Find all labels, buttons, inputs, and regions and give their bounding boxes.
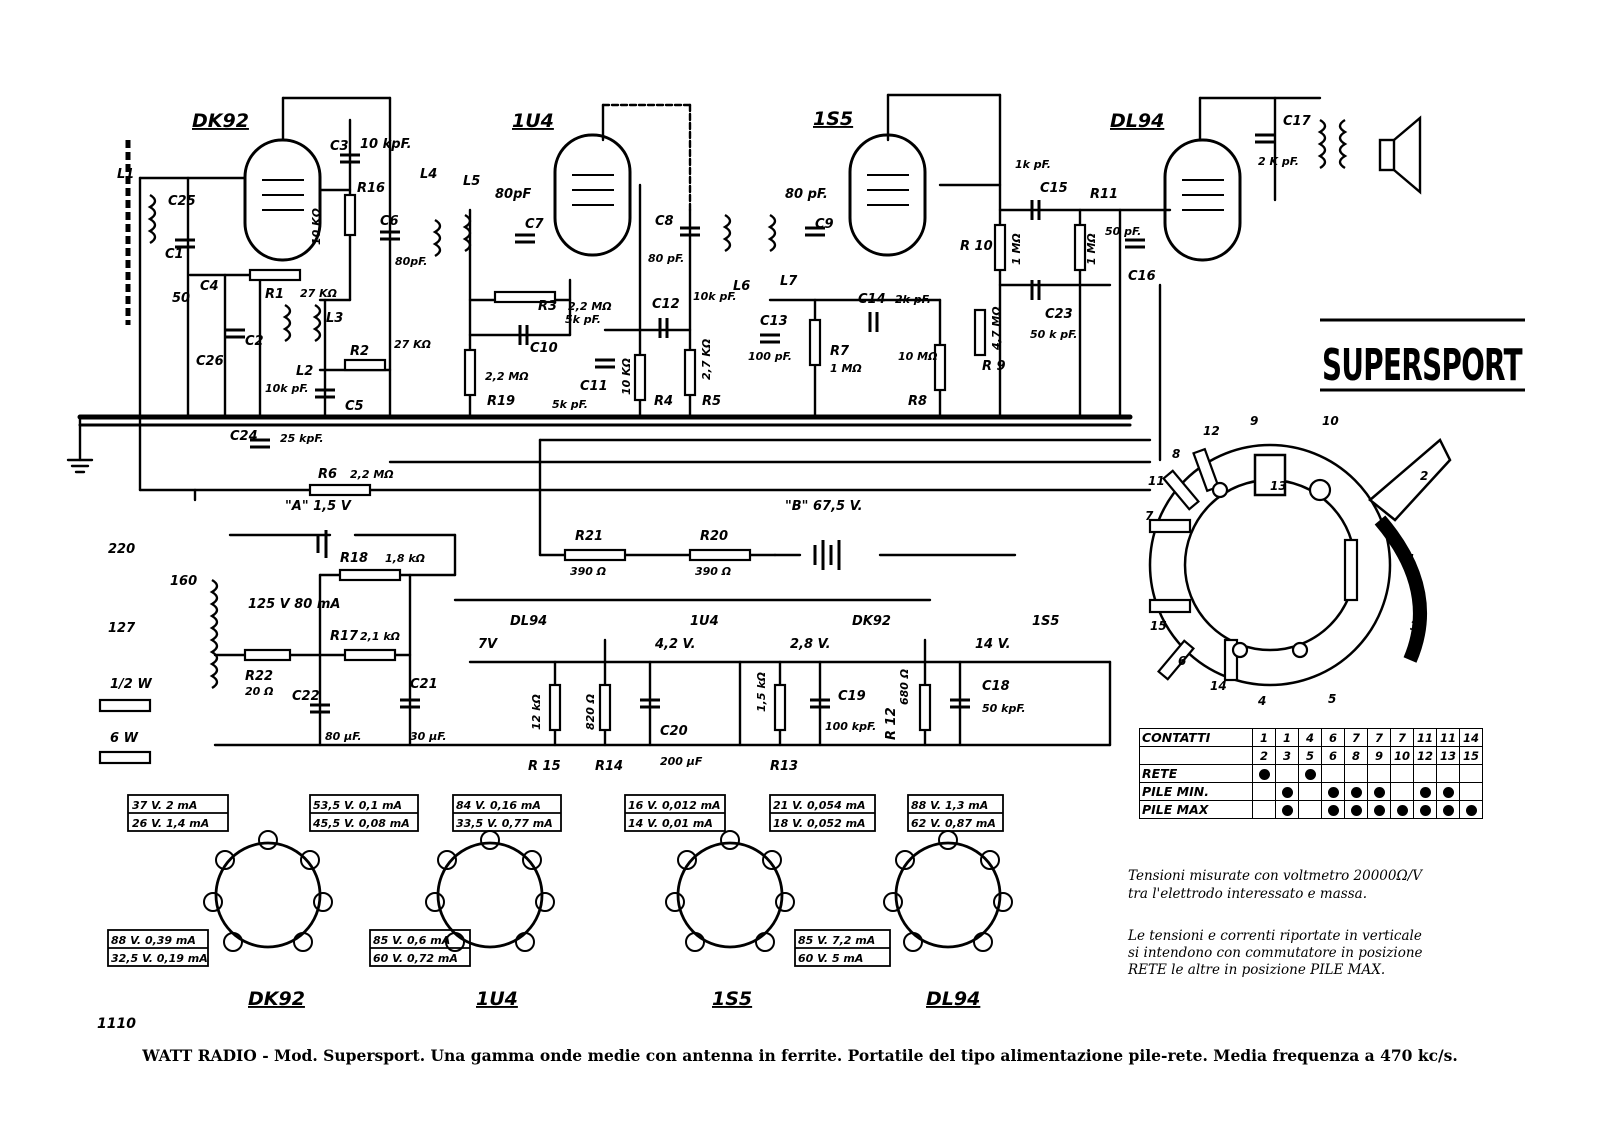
label-c14: C14: [858, 292, 886, 307]
label-c6-val: 80pF.: [395, 255, 428, 268]
label-r6-val: 2,2 MΩ: [350, 468, 394, 481]
label-c16: C16: [1128, 269, 1156, 284]
label-c2: C2: [245, 334, 264, 349]
label-c19: C19: [838, 689, 866, 704]
label-c24: C24: [230, 429, 258, 444]
label-r5-val: 2,7 KΩ: [700, 338, 713, 380]
svg-text:14 V. 0,01 mA: 14 V. 0,01 mA: [628, 817, 713, 830]
label-r16: R16: [357, 181, 386, 196]
row-label-rete: RETE: [1140, 765, 1253, 783]
svg-text:3: 3: [1410, 619, 1419, 633]
label-trafo: 125 V 80 mA: [248, 597, 341, 612]
label-c10: C10: [530, 341, 558, 356]
label-c20: C20: [660, 724, 688, 739]
table-header: CONTATTI: [1140, 729, 1253, 747]
svg-text:2: 2: [1420, 469, 1429, 483]
figure-caption: WATT RADIO - Mod. Supersport. Una gamma onde medie con antenna in ferrite. Portatile del tipo alimentazione pile-rete. Media frequenza a 470 kc/s.: [142, 1046, 1458, 1065]
label-c12: C12: [652, 297, 680, 312]
label-c18-val: 50 kpF.: [982, 702, 1026, 715]
label-r4: R4: [654, 394, 674, 409]
label-r15: R 15: [528, 759, 561, 774]
label-r4-val: 10 KΩ: [620, 357, 633, 395]
label-c25: C25: [168, 194, 196, 209]
contact-dot: [1443, 805, 1454, 816]
svg-text:60 V. 0,72 mA: 60 V. 0,72 mA: [373, 952, 458, 965]
label-c17: C17: [1283, 114, 1311, 129]
switch-contacts-table: CONTATTI 1 1 4 6 7 7 7 11 11 14 2 3 5 6 8 9 10 12 13 15 RETE PILE MIN. PILE MAX: [1139, 728, 1483, 819]
label-c7: C7: [525, 217, 544, 232]
contact-dot: [1374, 805, 1385, 816]
label-c10-val: 5k pF.: [565, 313, 601, 326]
label-1s5: 1S5: [813, 108, 854, 130]
svg-text:1: 1: [1407, 552, 1416, 566]
label-1u4: 1U4: [512, 110, 554, 132]
svg-text:4: 4: [1258, 694, 1267, 708]
wafer-switch: [1150, 440, 1450, 685]
label-c1-val: 50: [172, 291, 191, 306]
svg-text:26 V. 1,4 mA: 26 V. 1,4 mA: [132, 817, 210, 830]
label-220: 220: [108, 542, 136, 557]
svg-text:18 V. 0,052 mA: 18 V. 0,052 mA: [773, 817, 866, 830]
contact-dot: [1351, 787, 1362, 798]
svg-text:7: 7: [1145, 509, 1154, 523]
label-r11-val: 1 MΩ: [1085, 233, 1098, 265]
label-c22: C22: [292, 689, 320, 704]
label-r8: R8: [908, 394, 928, 409]
label-r14: R14: [595, 759, 624, 774]
contact-dot: [1443, 787, 1454, 798]
svg-text:85 V. 7,2 mA: 85 V. 7,2 mA: [798, 934, 876, 947]
svg-text:12: 12: [1203, 424, 1220, 438]
label-c5: C5: [345, 399, 364, 414]
label-l1: L1: [117, 167, 135, 182]
label-r14-val: 820 Ω: [584, 693, 597, 730]
label-r22: R22: [245, 669, 274, 684]
row-label-pile-max: PILE MAX: [1140, 801, 1253, 819]
socket-label-dl94: DL94: [926, 988, 981, 1010]
brand-supersport: SUPERSPORT: [1322, 340, 1523, 391]
svg-text:6: 6: [1178, 654, 1187, 668]
svg-text:37 V. 2 mA: 37 V. 2 mA: [132, 799, 198, 812]
svg-text:45,5 V. 0,08 mA: 45,5 V. 0,08 mA: [313, 817, 410, 830]
svg-text:9: 9: [1250, 414, 1259, 428]
label-a-battery: "A" 1,5 V: [285, 499, 351, 514]
label-dl94: DL94: [1110, 110, 1165, 132]
svg-text:RETE le altre in posizione PIL: RETE le altre in posizione PILE MAX.: [1128, 962, 1386, 978]
label-c15-val: 1k pF.: [1015, 158, 1051, 171]
label-c16-val: 50 pF.: [1105, 225, 1142, 238]
tube-dk92-symbol: [245, 140, 320, 260]
svg-text:62 V. 0,87 mA: 62 V. 0,87 mA: [911, 817, 996, 830]
label-l5: L5: [463, 174, 481, 189]
label-c5-val: 10k pF.: [265, 382, 309, 395]
label-r10-val: 1 MΩ: [1010, 233, 1023, 265]
label-c21: C21: [410, 677, 438, 692]
label-r12: R 12: [884, 707, 899, 740]
label-c20-val: 200 µF: [660, 755, 703, 768]
label-r13-val: 1,5 kΩ: [755, 672, 768, 712]
label-c13-val: 100 pF.: [748, 350, 792, 363]
label-c9-val: 80 pF.: [785, 187, 828, 202]
label-l6: L6: [733, 279, 751, 294]
label-1u4-heater: 1U4: [690, 614, 719, 629]
table-row: [1140, 801, 1483, 819]
label-1s5-heater: 1S5: [1032, 614, 1060, 629]
label-c7-val: 80pF: [495, 187, 532, 202]
label-r20: R20: [700, 529, 729, 544]
page-number: 1110: [97, 1016, 136, 1032]
contact-dot: [1374, 787, 1385, 798]
label-r21-val: 390 Ω: [570, 565, 607, 578]
label-c18: C18: [982, 679, 1010, 694]
label-c6: C6: [380, 214, 399, 229]
label-c11: C11: [580, 379, 608, 394]
label-r1-val: 27 KΩ: [300, 287, 338, 300]
row-label-pile-min: PILE MIN.: [1140, 783, 1253, 801]
label-r13: R13: [770, 759, 799, 774]
svg-text:88 V. 0,39 mA: 88 V. 0,39 mA: [111, 934, 196, 947]
table-row: [1140, 765, 1483, 783]
contact-dot: [1282, 805, 1293, 816]
label-r17-val: 2,1 kΩ: [360, 630, 400, 643]
label-r1: R1: [265, 287, 285, 302]
tube-1s5-symbol: [850, 135, 925, 255]
label-c9: C9: [815, 217, 834, 232]
label-l4: L4: [420, 167, 438, 182]
label-dk92: DK92: [192, 110, 249, 132]
label-c23-val: 50 k pF.: [1030, 328, 1078, 341]
label-r12-val: 680 Ω: [898, 668, 911, 705]
label-r2-val: 27 KΩ: [394, 338, 432, 351]
label-r3: R3: [538, 299, 558, 314]
label-c26: C26: [196, 354, 224, 369]
svg-text:15: 15: [1150, 619, 1167, 633]
label-r5: R5: [702, 394, 722, 409]
svg-text:10: 10: [1322, 414, 1339, 428]
label-l7: L7: [780, 274, 798, 289]
label-c4: C4: [200, 279, 219, 294]
svg-text:Le tensioni e correnti riporta: Le tensioni e correnti riportate in verticale: [1128, 928, 1422, 944]
socket-label-1u4: 1U4: [476, 988, 518, 1010]
label-c23: C23: [1045, 307, 1073, 322]
tube-1u4-symbol: [555, 135, 630, 255]
table-row: [1140, 783, 1483, 801]
label-r9: R 9: [982, 359, 1006, 374]
svg-text:88 V. 1,3 mA: 88 V. 1,3 mA: [911, 799, 989, 812]
label-r18: R18: [340, 551, 369, 566]
svg-text:32,5 V. 0,19 mA: 32,5 V. 0,19 mA: [111, 952, 208, 965]
label-dl94-heater: DL94: [510, 614, 548, 629]
label-c17-val: 2 K pF.: [1258, 155, 1299, 168]
label-c22-val: 80 µF.: [325, 730, 362, 743]
label-c8: C8: [655, 214, 674, 229]
socket-label-dk92: DK92: [248, 988, 305, 1010]
label-r19: R19: [487, 394, 516, 409]
label-28v: 2,8 V.: [790, 637, 831, 652]
contact-dot: [1282, 787, 1293, 798]
label-6-watt: 6 W: [110, 731, 138, 746]
label-r21: R21: [575, 529, 604, 544]
svg-text:53,5 V. 0,1 mA: 53,5 V. 0,1 mA: [313, 799, 403, 812]
label-c8-val: 80 pF.: [648, 252, 685, 265]
svg-text:16 V. 0,012 mA: 16 V. 0,012 mA: [628, 799, 721, 812]
svg-text:Tensioni misurate con voltmetr: Tensioni misurate con voltmetro 20000Ω/V: [1128, 868, 1422, 884]
svg-text:33,5 V. 0,77 mA: 33,5 V. 0,77 mA: [456, 817, 553, 830]
label-127: 127: [108, 621, 136, 636]
label-r20-val: 390 Ω: [695, 565, 732, 578]
contact-dot: [1466, 805, 1477, 816]
measurement-notes: [1127, 868, 1423, 978]
component-labels: [108, 114, 1312, 774]
svg-text:84 V. 0,16 mA: 84 V. 0,16 mA: [456, 799, 541, 812]
contact-dot: [1420, 805, 1431, 816]
label-r3-val: 2,2 MΩ: [568, 300, 612, 313]
contact-dot: [1328, 787, 1339, 798]
svg-text:21 V. 0,054 mA: 21 V. 0,054 mA: [773, 799, 866, 812]
label-r7: R7: [830, 344, 850, 359]
label-c12-val: 10k pF.: [693, 290, 737, 303]
label-half-watt: 1/2 W: [110, 677, 152, 692]
tube-dl94-symbol: [1165, 140, 1240, 260]
label-c21-val: 30 µF.: [410, 730, 447, 743]
svg-text:11: 11: [1148, 474, 1165, 488]
label-r11: R11: [1090, 187, 1119, 202]
label-r16-val: 10 KΩ: [310, 207, 323, 245]
svg-text:60 V. 5 mA: 60 V. 5 mA: [798, 952, 864, 965]
svg-text:14: 14: [1210, 679, 1227, 693]
svg-text:8: 8: [1172, 447, 1181, 461]
contact-dot: [1397, 805, 1408, 816]
label-c3-val: 10 kpF.: [360, 137, 412, 152]
label-dk92-heater: DK92: [852, 614, 891, 629]
label-c3: C3: [330, 139, 349, 154]
label-c14-val: 2k pF.: [895, 293, 931, 306]
label-r10: R 10: [960, 239, 993, 254]
svg-text:85 V. 0,6 mA: 85 V. 0,6 mA: [373, 934, 451, 947]
label-r19-val: 2,2 MΩ: [485, 370, 529, 383]
label-r22-val: 20 Ω: [245, 685, 274, 698]
label-42v: 4,2 V.: [655, 637, 696, 652]
contact-dot: [1328, 805, 1339, 816]
label-c13: C13: [760, 314, 788, 329]
label-r9-val: 4,7 MΩ: [990, 306, 1003, 350]
label-r6: R6: [318, 467, 338, 482]
label-r8-val: 10 MΩ: [898, 350, 938, 363]
label-c1: C1: [165, 247, 184, 262]
svg-text:5: 5: [1328, 692, 1337, 706]
contact-dot: [1351, 805, 1362, 816]
label-l2: L2: [296, 364, 314, 379]
label-r2: R2: [350, 344, 370, 359]
contact-dot: [1305, 769, 1316, 780]
label-14v: 14 V.: [975, 637, 1011, 652]
label-b-battery: "B" 67,5 V.: [785, 499, 863, 514]
svg-text:tra l'elettrodo interessato e: tra l'elettrodo interessato e massa.: [1128, 886, 1367, 902]
label-c11-val: 5k pF.: [552, 398, 588, 411]
svg-text:13: 13: [1270, 479, 1287, 493]
svg-text:si intendono con commutatore i: si intendono con commutatore in posizione: [1128, 945, 1423, 961]
label-c15: C15: [1040, 181, 1068, 196]
label-l3: L3: [326, 311, 344, 326]
contact-dot: [1259, 769, 1270, 780]
contact-dot: [1420, 787, 1431, 798]
label-r18-val: 1,8 kΩ: [385, 552, 425, 565]
socket-label-1s5: 1S5: [712, 988, 753, 1010]
label-160: 160: [170, 574, 198, 589]
label-c19-val: 100 kpF.: [825, 720, 877, 733]
label-r7-val: 1 MΩ: [830, 362, 862, 375]
label-r17: R17: [330, 629, 359, 644]
label-r15-val: 12 kΩ: [530, 694, 543, 730]
label-7v: 7V: [478, 637, 498, 652]
label-c24-val: 25 kpF.: [280, 432, 324, 445]
